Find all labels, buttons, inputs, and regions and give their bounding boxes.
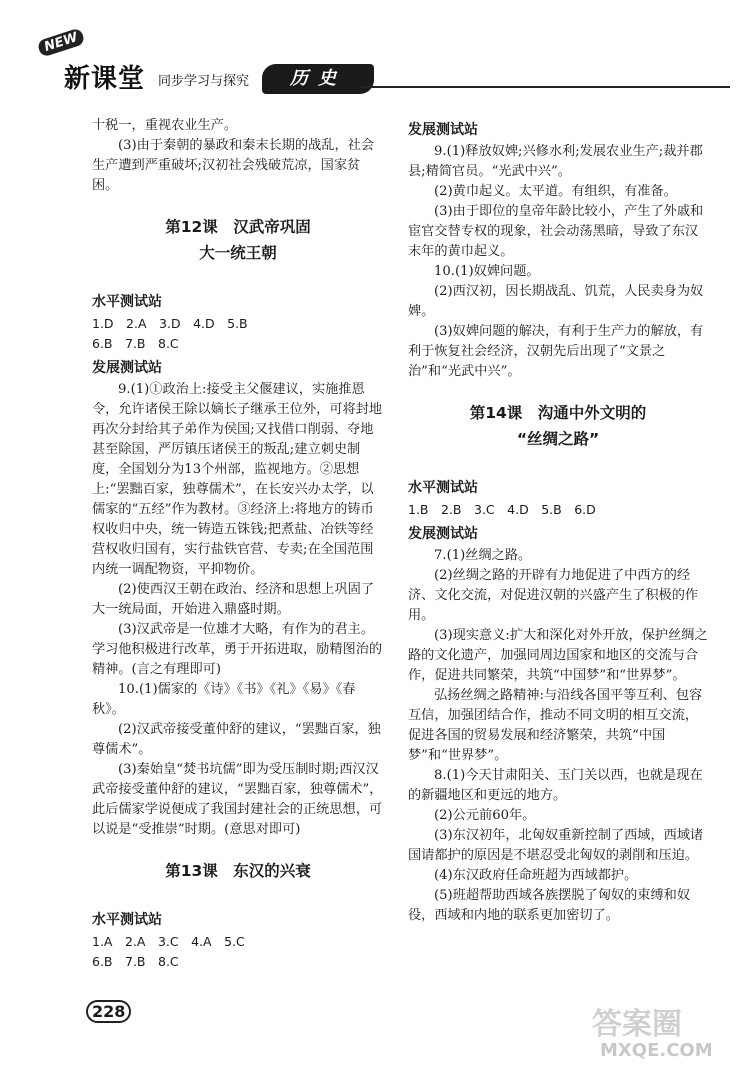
lesson-title-line: “丝绸之路” <box>516 430 600 448</box>
answer-line: 6.B 7.B 8.C <box>92 336 179 351</box>
paragraph: 9.(1)释放奴婢;兴修水利;发展农业生产;裁并郡县;精简官员。“光武中兴”。 <box>408 144 703 179</box>
answer-line: 6.B 7.B 8.C <box>92 954 179 969</box>
answer-line: 1.A 2.A 3.C 4.A 5.C <box>92 934 245 949</box>
lesson-14-title <box>408 400 708 452</box>
paragraph: 9.(1)①政治上:接受主父偃建议，实施推恩令，允许诸侯王除以嫡长子继承王位外，可将封地再次分封给其子弟作为侯国;又找借口削弱、夺地甚至除国，严厉镇压诸侯王的叛乱;建立刺史制度，全国划分为13个州部，监视地方。②思想上:“罢黜百家，独尊儒术”，在长安兴办太学，以儒家的“五经”作为教材。③经济上:将地方的铸币权收归中央，统一铸造五铢钱;把煮盐、冶铁等经营权收归国有，实行盐铁官营、专卖;在全国范围内统一调配物资，平抑物价。 <box>92 382 383 577</box>
section-heading: 水平测试站 <box>408 480 478 496</box>
section-heading: 发展测试站 <box>408 526 478 542</box>
paragraph: (5)班超帮助西域各族摆脱了匈奴的束缚和奴役，西域和内地的联系更加密切了。 <box>408 888 691 923</box>
paragraph: (2)丝绸之路的开辟有力地促进了中西方的经济、文化交流，对促进汉朝的兴盛产生了积极的作用。 <box>408 568 699 623</box>
subject-tab: 历史 <box>262 64 374 94</box>
paragraph: 10.(1)奴婢问题。 <box>434 264 540 279</box>
paragraph: (3)奴婢问题的解决，有利于生产力的解放，有利于恢复社会经济，汉朝先后出现了“文景之治”和“光武中兴”。 <box>408 324 704 379</box>
page-number: 228 <box>86 1000 131 1023</box>
lesson-title-line: 第14课 沟通中外文明的 <box>469 404 647 422</box>
lesson-title-line: 大一统王朝 <box>199 244 277 262</box>
page-header <box>30 28 730 98</box>
lesson-title-line: 第13课 东汉的兴衰 <box>165 862 311 880</box>
lesson-title-line: 第12课 汉武帝巩固 <box>165 218 311 236</box>
paragraph: (3)东汉初年，北匈奴重新控制了西域，西域诸国请都护的原因是不堪忍受北匈奴的剥削和压迫。 <box>408 828 704 863</box>
paragraph: (3)现实意义:扩大和深化对外开放，保护丝绸之路的文化遗产，加强同周边国家和地区的交流与合作，促进共同繁荣，共筑“中国梦”和“世界梦”。 <box>408 628 708 683</box>
series-logo: 新课堂 <box>64 64 146 94</box>
section-heading: 水平测试站 <box>92 294 162 310</box>
watermark-url: MXQE.COM <box>600 1040 713 1061</box>
watermark-logo: 答案圈 <box>592 1007 682 1042</box>
series-subtitle: 同步学习与探究 <box>158 74 250 89</box>
paragraph: 7.(1)丝绸之路。 <box>434 548 532 563</box>
right-column <box>408 116 708 926</box>
new-badge: NEW <box>37 27 86 57</box>
section-heading: 发展测试站 <box>408 122 478 138</box>
header-rule <box>360 86 730 88</box>
paragraph: 弘扬丝绸之路精神:与沿线各国平等互利、包容互信，加强团结合作，推动不同文明的相互交流，促进各国的贸易发展和经济繁荣，共筑“中国梦”和“世界梦”。 <box>408 688 703 763</box>
paragraph: (3)由于即位的皇帝年龄比较小，产生了外戚和宦官交替专权的现象，社会动荡黑暗，导致了东汉末年的黄巾起义。 <box>408 204 704 259</box>
section-heading: 发展测试站 <box>92 360 162 376</box>
paragraph: (3)由于秦朝的暴政和秦末长期的战乱，社会生产遭到严重破坏;汉初社会残破荒凉，国家贫困。 <box>92 138 375 193</box>
paragraph: (3)秦始皇“焚书坑儒”即为受压制时期;西汉汉武帝接受董仲舒的建议，“罢黜百家，独尊儒术”，此后儒家学说便成了我国封建社会的正统思想，可以说是“受推崇”时期。(意思对即可) <box>92 762 383 837</box>
paragraph: 8.(1)今天甘肃阳关、玉门关以西，也就是现在的新疆地区和更远的地方。 <box>408 768 703 803</box>
lesson-13-title <box>92 858 384 884</box>
section-heading: 水平测试站 <box>92 912 162 928</box>
paragraph: (2)西汉初，因长期战乱、饥荒，人民卖身为奴婢。 <box>408 284 704 319</box>
answer-line: 1.B 2.B 3.C 4.D 5.B 6.D <box>408 502 596 517</box>
paragraph: (2)使西汉王朝在政治、经济和思想上巩固了大一统局面，开始进入鼎盛时期。 <box>92 582 375 617</box>
paragraph: (2)汉武帝接受董仲舒的建议，“罢黜百家，独尊儒术”。 <box>92 722 381 757</box>
paragraph: 10.(1)儒家的《诗》《书》《礼》《易》《春秋》。 <box>92 682 356 717</box>
paragraph: (3)汉武帝是一位雄才大略，有作为的君主。学习他积极进行改革，勇于开拓进取，励精图治的精神。(言之有理即可) <box>92 622 383 677</box>
paragraph: (4)东汉政府任命班超为西域都护。 <box>434 868 638 883</box>
lesson-12-title <box>92 214 384 266</box>
paragraph: 十税一，重视农业生产。 <box>92 118 238 133</box>
paragraph: (2)黄巾起义。太平道。有组织，有准备。 <box>434 184 677 199</box>
answer-line: 1.D 2.A 3.D 4.D 5.B <box>92 316 248 331</box>
paragraph: (2)公元前60年。 <box>434 808 536 823</box>
left-column <box>92 116 384 972</box>
